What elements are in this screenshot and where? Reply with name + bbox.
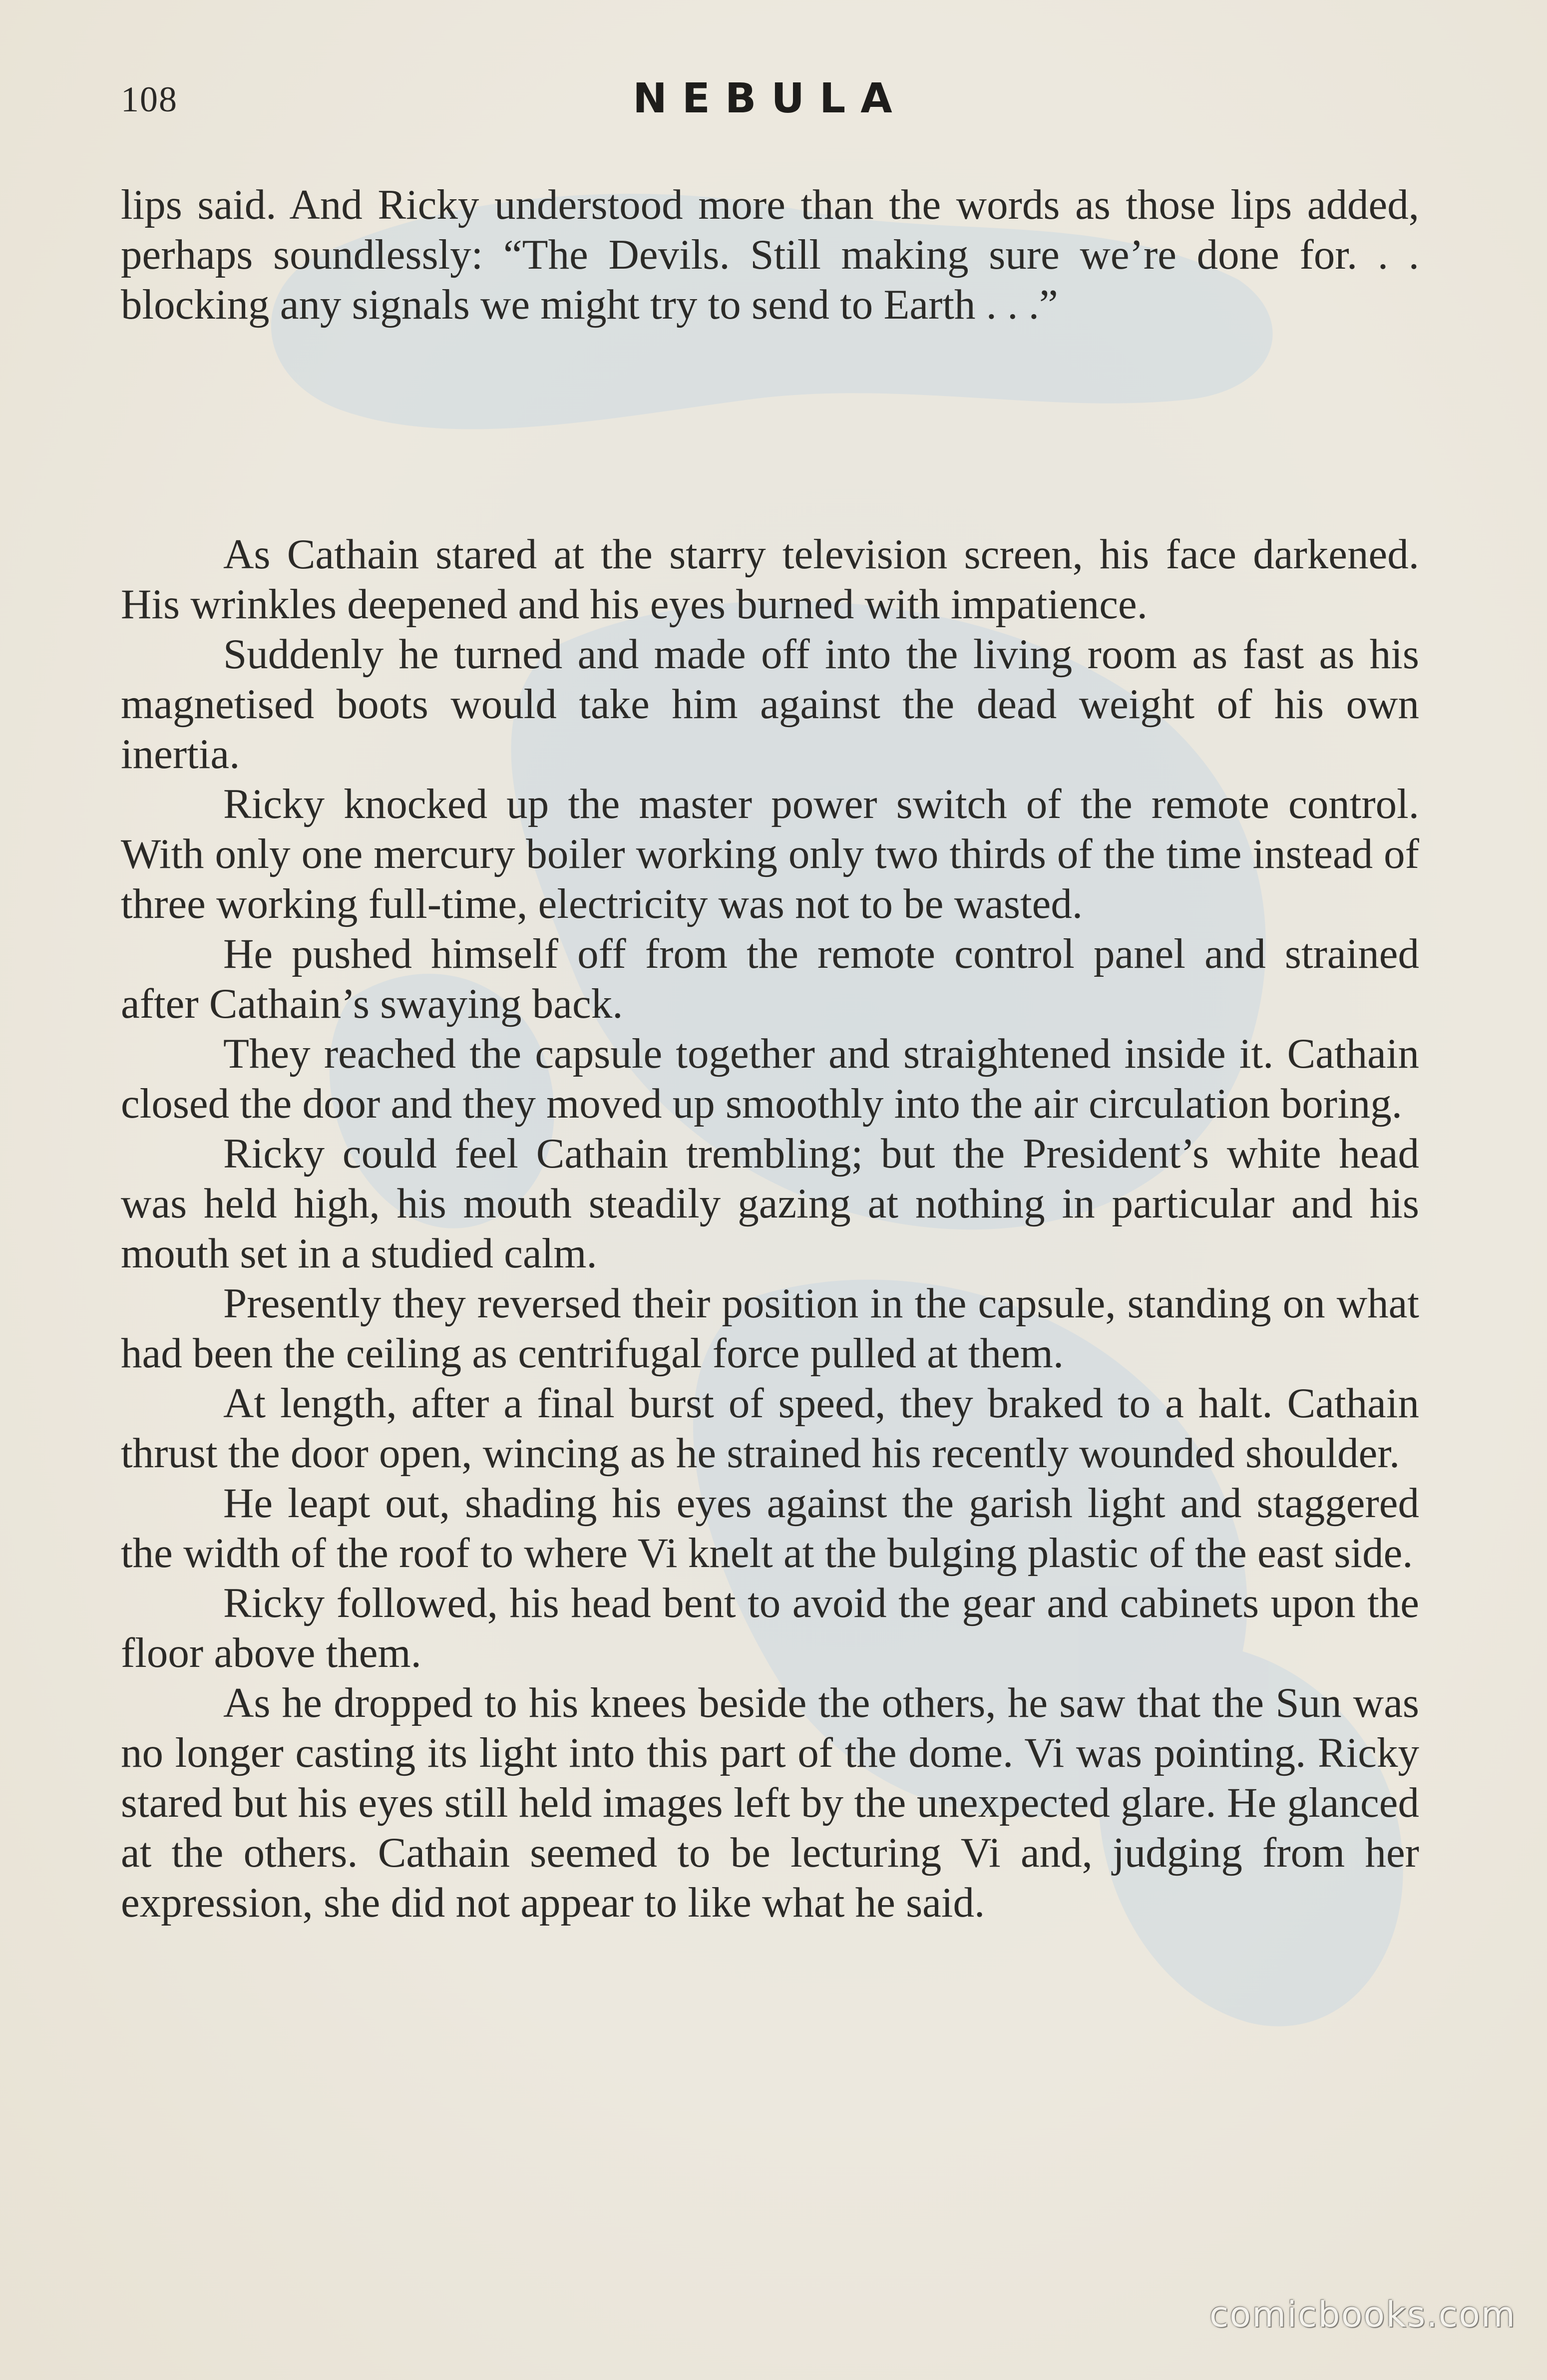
paragraph: lips said. And Ricky understood more than the words as those lips added, perhaps soundlessly: “The Devils. Still making sure we’re done for. . . blocking any signals we might try to send to Earth . . .” [121, 181, 1419, 328]
paragraph: Ricky could feel Cathain trembling; but the President’s white head was held high, his mouth steadily gazing at nothing in particular and his mouth set in a studied calm. [121, 1130, 1419, 1277]
text-block-main [121, 529, 1419, 1928]
text-block-top [121, 180, 1419, 330]
running-title: NEBULA [633, 75, 907, 122]
paragraph: Ricky knocked up the master power switch of the remote control. With only one mercury boiler working only two thirds of the time instead of three working full-time, electricity was not to be wasted. [121, 781, 1419, 927]
paragraph: They reached the capsule together and straightened inside it. Cathain closed the door and they moved up smoothly into the air circulation boring. [121, 1030, 1419, 1127]
page-number: 108 [121, 79, 178, 119]
paragraph: Ricky followed, his head bent to avoid the gear and cabinets upon the floor above them. [121, 1580, 1419, 1676]
paragraph: As he dropped to his knees beside the others, he saw that the Sun was no longer casting its light into this part of the dome. Vi was pointing. Ricky stared but his eyes still held images left by the unexpected glare. He glanced at the others. Cathain seemed to be lecturing Vi and, judging from her expression, she did not appear to like what he said. [121, 1679, 1419, 1926]
paragraph: As Cathain stared at the starry television screen, his face darkened. His wrinkles deepened and his eyes burned with impatience. [121, 531, 1419, 628]
watermark: comicbooks.com [1209, 2294, 1516, 2335]
paragraph: At length, after a final burst of speed, they braked to a halt. Cathain thrust the door open, wincing as he strained his recently wounded shoulder. [121, 1380, 1419, 1477]
paragraph: He pushed himself off from the remote control panel and strained after Cathain’s swaying back. [121, 930, 1419, 1027]
paragraph: He leapt out, shading his eyes against the garish light and staggered the width of the roof to where Vi knelt at the bulging plastic of the east side. [121, 1480, 1419, 1577]
page-header [121, 75, 1419, 130]
paragraph: Suddenly he turned and made off into the living room as fast as his magnetised boots would take him against the dead weight of his own inertia. [121, 631, 1419, 778]
paragraph: Presently they reversed their position in the capsule, standing on what had been the ceiling as centrifugal force pulled at them. [121, 1280, 1419, 1377]
